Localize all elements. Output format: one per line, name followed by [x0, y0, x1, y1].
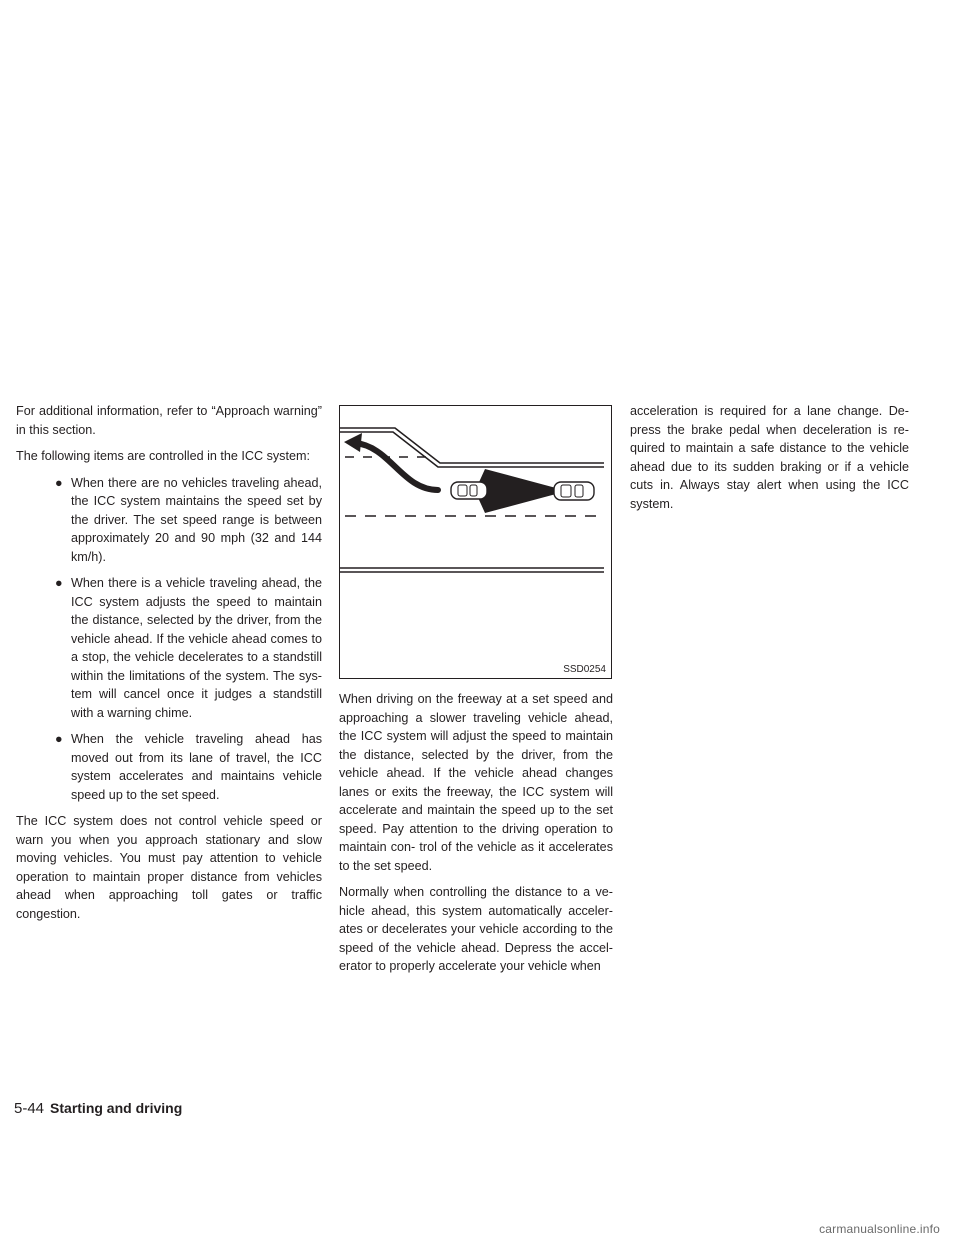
section-title: Starting and driving	[50, 1100, 183, 1116]
lead-car-icon	[554, 482, 594, 500]
bullet-icon: ●	[55, 475, 63, 490]
bullet-icon: ●	[55, 732, 63, 746]
left-column	[16, 402, 322, 931]
figure-code-label: SSD0254	[563, 664, 606, 675]
figure-illustration	[340, 406, 611, 678]
list-item	[16, 574, 322, 722]
list-item	[16, 730, 322, 804]
follower-car-icon	[451, 482, 487, 499]
road-edge-upper-line	[340, 428, 604, 463]
paragraph-approach-warning: For additional information, refer to “Approach warning” in this section.	[16, 404, 322, 437]
paragraph-controlled-items-intro: The following items are controlled in the ICC system:	[16, 449, 310, 463]
lane-change-arrowhead	[344, 433, 362, 452]
list-item-text: When there is a vehicle traveling ahead, the ICC system adjusts the speed to maintain the distance, selected by the driver, from the vehicle ahead. If the vehicle ahead comes to a stop, the vehicle decelerates to a standstill within the limitations of the system. The sys- tem will cancel once it judges a standstill with a warning chime.	[71, 576, 322, 720]
page-footer	[14, 1100, 182, 1118]
watermark-text: carmanualsonline.info	[819, 1222, 940, 1236]
lane-change-arrow-icon	[355, 443, 438, 490]
paragraph-lane-change: acceleration is required for a lane change. De- press the brake pedal when deceleration is re- quired to maintain a safe distance to the vehicle ahead due to its sudden braking or if a vehicle cuts in. Always stay alert when using the ICC system.	[630, 404, 909, 511]
page-number: 5-44	[14, 1100, 45, 1117]
list-item	[16, 474, 322, 567]
middle-column	[339, 690, 613, 984]
controlled-items-list	[16, 474, 322, 805]
bullet-icon: ●	[55, 576, 63, 590]
icc-lane-change-figure	[339, 405, 612, 679]
paragraph-limitations: The ICC system does not control vehicle speed or warn you when you approach stationary and slow moving vehicles. You must pay attention to vehicle operation to maintain proper distance from vehicles ahead when approaching toll gates or traffic congestion.	[16, 814, 322, 921]
right-column	[630, 402, 909, 521]
paragraph-distance-control: Normally when controlling the distance to a ve- hicle ahead, this system automatically acceler- ates or decelerates your vehicle according to the speed of the vehicle ahead. Depress the accel- erator to properly accelerate your vehicle when	[339, 885, 613, 973]
list-item-text: When there are no vehicles traveling ahead, the ICC system maintains the speed set by the driver. The set speed range is between approximately 20 and 90 mph (32 and 144 km/h).	[71, 475, 322, 564]
paragraph-freeway-driving: When driving on the freeway at a set speed and approaching a slower traveling vehicle ahead, the ICC system will adjust the speed to maintain the distance, selected by the driver, from the vehicle ahead. If the vehicle ahead changes lanes or exits the freeway, the ICC system will accelerate and maintain the speed up to the set speed. Pay attention to the driving operation to maintain con- trol of the vehicle as it accelerates to the set speed.	[339, 692, 613, 873]
list-item-text: When the vehicle traveling ahead has moved out from its lane of travel, the ICC system accelerates and maintains vehicle speed up to the set speed.	[71, 732, 322, 802]
